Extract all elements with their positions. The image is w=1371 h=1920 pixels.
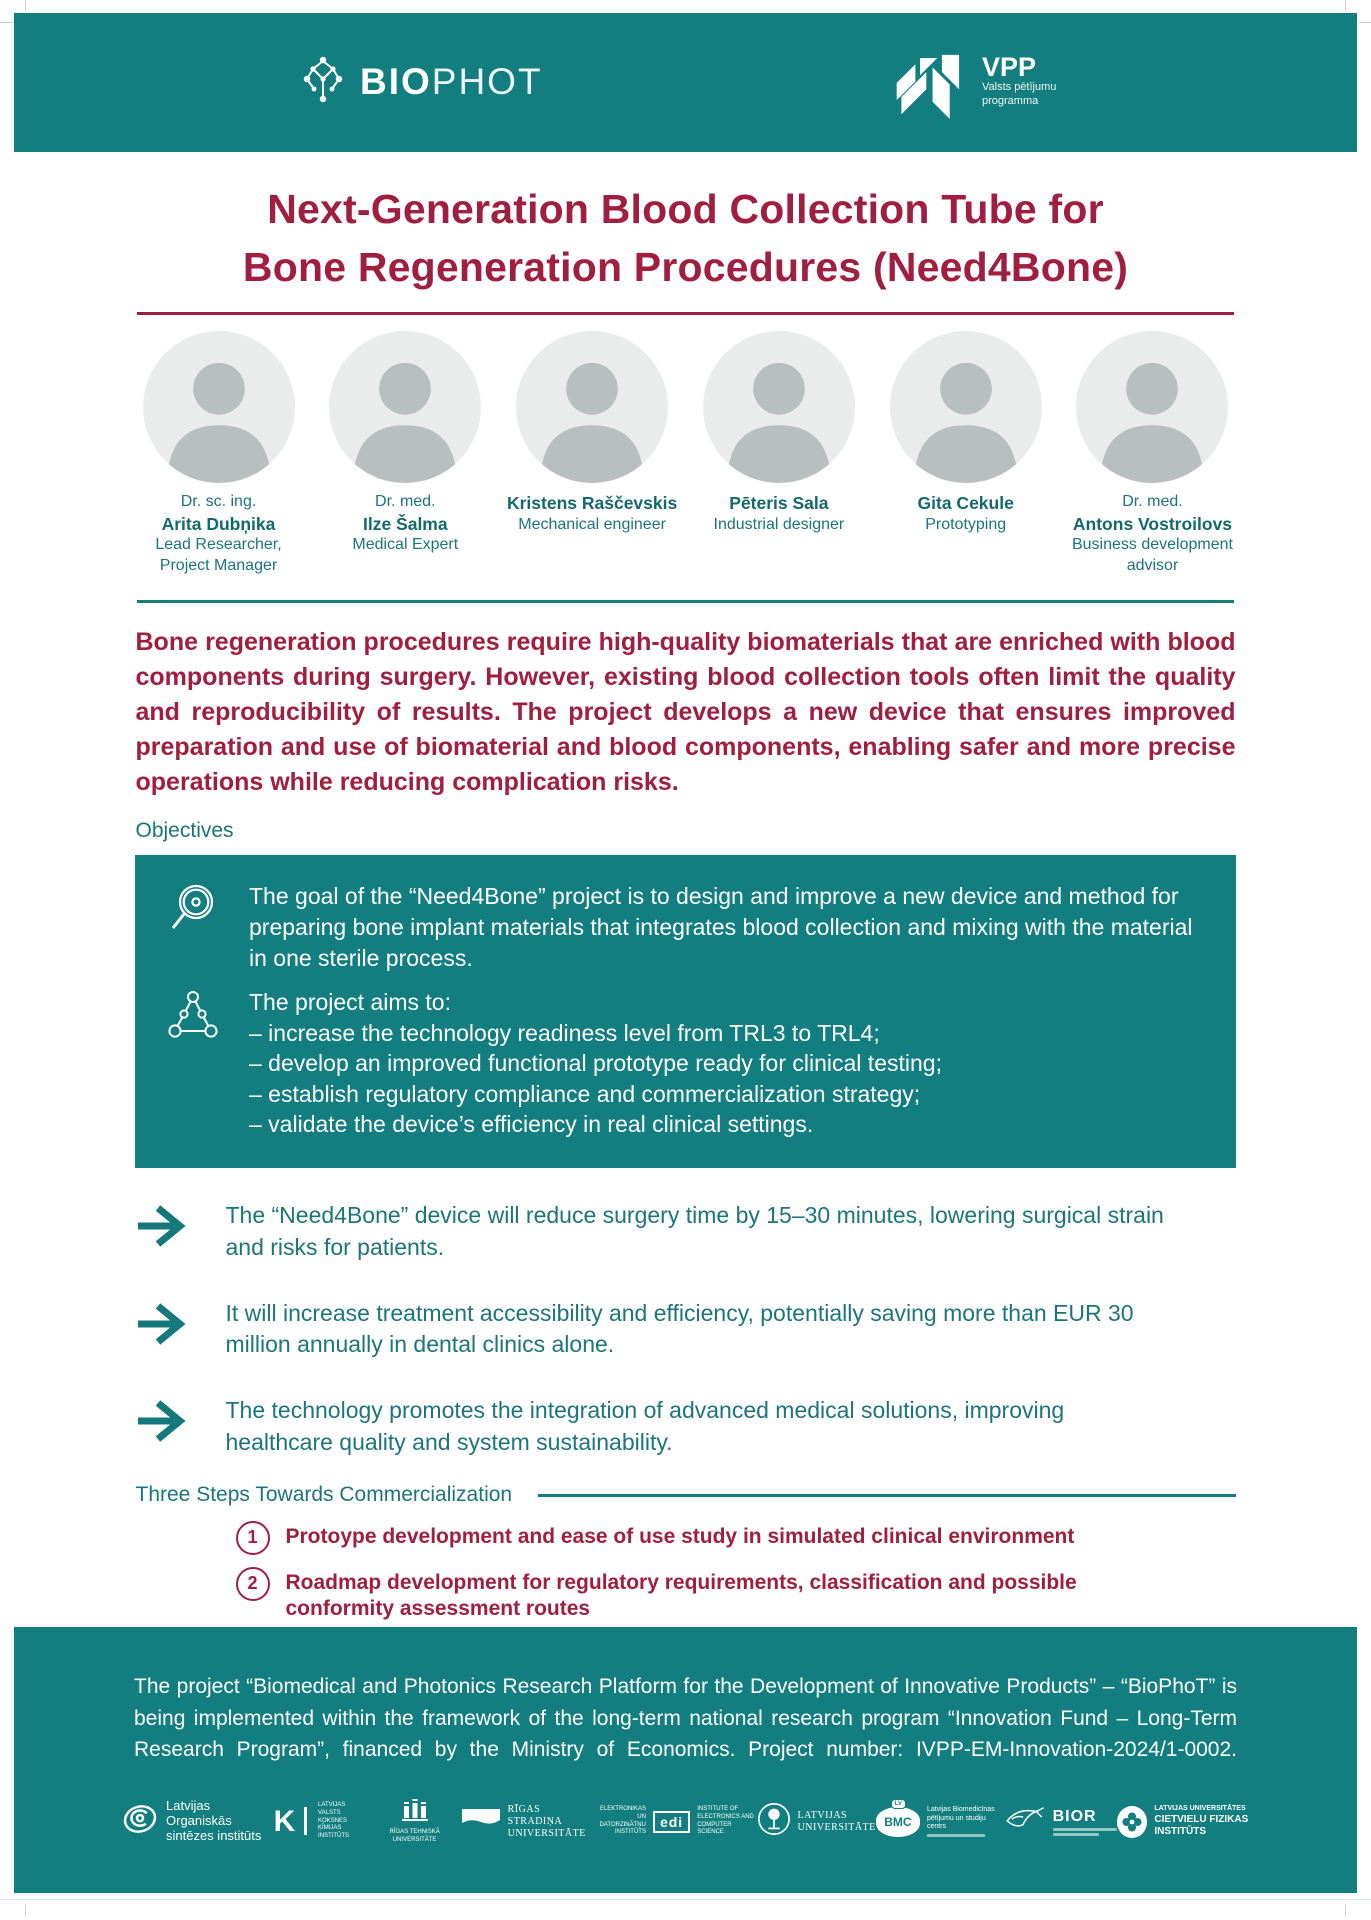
lu-label: LATVIJAS xyxy=(797,1809,848,1821)
bmc-oval-mark xyxy=(876,1800,920,1837)
steps-label: Three Steps Towards Commercialization xyxy=(135,1483,513,1507)
bmc-lv-tab: LV xyxy=(891,1799,906,1809)
rtu-label: UNIVERSITĀTE xyxy=(392,1837,437,1843)
crop-mark xyxy=(1359,22,1371,23)
team-member xyxy=(1064,331,1240,576)
avatar xyxy=(890,331,1042,483)
partner-logos-row xyxy=(121,1796,1297,1848)
bior-wordmark: BIOR xyxy=(1052,1807,1097,1825)
aim-item: – establish regulatory compliance and commercialization strategy; xyxy=(249,1080,921,1107)
step-item xyxy=(236,1566,1196,1623)
logo-bior xyxy=(1004,1804,1117,1839)
step-number-badge: 1 xyxy=(236,1521,270,1555)
kki-label: INSTITŪTS xyxy=(318,1833,350,1840)
cfi-label: LATVIJAS UNIVERSITĀTES xyxy=(1154,1805,1246,1813)
logo-edi xyxy=(593,1806,757,1837)
title-divider xyxy=(137,312,1234,315)
fine-print-line xyxy=(927,1834,985,1837)
member-name: Arita Dubņika xyxy=(161,513,276,534)
biophot-wordmark: BIOPHOT xyxy=(360,61,543,102)
logo-rsu xyxy=(461,1804,593,1840)
fine-print-line xyxy=(1053,1828,1117,1831)
team-divider xyxy=(137,600,1234,603)
benefit-item xyxy=(136,1395,1236,1458)
edi-label-lv: INSTITŪTS xyxy=(614,1829,646,1836)
steps-divider-line xyxy=(538,1494,1235,1497)
arrow-right-icon xyxy=(136,1302,186,1351)
biophot-logo xyxy=(300,53,543,110)
network-icon xyxy=(165,987,221,1140)
avatar xyxy=(143,331,295,483)
kki-label: KOKSNES ĶĪMIJAS xyxy=(318,1817,348,1832)
arrow-right-icon xyxy=(136,1204,186,1253)
crop-mark xyxy=(1345,1905,1346,1916)
logo-cfi xyxy=(1117,1805,1297,1838)
logo-lu xyxy=(757,1802,876,1841)
member-role: Industrial designer xyxy=(713,515,845,533)
steps-section-header xyxy=(136,1482,1236,1507)
fine-print-line xyxy=(1053,1833,1099,1836)
kki-label: LATVIJAS VALSTS xyxy=(318,1802,346,1816)
rtu-label: RĪGAS TEHNISKĀ xyxy=(389,1829,440,1836)
page-title xyxy=(0,180,1371,296)
member-name: Antons Vostroilovs xyxy=(1072,513,1233,534)
team-row xyxy=(131,331,1241,576)
member-role: Medical Expert xyxy=(352,536,459,554)
logo-rtu xyxy=(369,1798,461,1845)
crop-mark xyxy=(25,1905,26,1916)
benefits-list xyxy=(136,1200,1236,1458)
rsu-banner-icon xyxy=(461,1808,501,1835)
vpp-acronym: VPP xyxy=(982,52,1037,82)
edi-label-lv: ELEKTRONIKAS UN xyxy=(599,1805,646,1820)
benefit-text: The “Need4Bone” device will reduce surgery time by 15–30 minutes, lowering surgical strain and risks for patients. xyxy=(225,1202,1164,1260)
osi-label: Latvijas Organiskās xyxy=(166,1798,232,1829)
osi-swirl-icon xyxy=(121,1800,159,1843)
lu-tree-icon xyxy=(757,1802,791,1841)
logo-osi xyxy=(121,1799,274,1844)
crop-mark xyxy=(0,1899,1371,1900)
kki-monogram: K xyxy=(273,1804,296,1838)
arrow-right-icon xyxy=(136,1399,186,1448)
team-member xyxy=(691,331,867,576)
vpp-icon xyxy=(892,47,970,124)
vpp-subtitle-line2: programma xyxy=(982,94,1039,107)
objectives-label: Objectives xyxy=(135,819,234,843)
bmc-label: Latvijas Biomedicīnas xyxy=(926,1805,995,1813)
footer-band xyxy=(14,1627,1357,1893)
edi-label-en: COMPUTER SCIENCE xyxy=(697,1821,732,1836)
lu-label: UNIVERSITĀTE xyxy=(797,1821,876,1833)
member-prefix: Dr. med. xyxy=(375,493,436,511)
edi-label-en: INSTITUTE OF xyxy=(697,1805,739,1812)
member-role: Mechanical engineer xyxy=(518,515,666,533)
edi-label-en: ELECTRONICS AND xyxy=(697,1813,754,1820)
member-name: Ilze Šalma xyxy=(362,513,448,534)
logo-kki xyxy=(274,1802,369,1841)
benefit-item xyxy=(136,1200,1236,1263)
team-member xyxy=(131,331,307,576)
bior-fish-icon xyxy=(1004,1804,1046,1839)
edi-monogram: edi xyxy=(653,1811,690,1833)
logo-bmc xyxy=(876,1800,1004,1837)
title-line1: Next-Generation Blood Collection Tube for xyxy=(267,186,1104,232)
step-text: Roadmap development for regulatory requirements, classification and possible conformity assessment routes xyxy=(285,1570,1077,1620)
team-member xyxy=(878,331,1054,576)
title-line2: Bone Regeneration Procedures (Need4Bone) xyxy=(242,244,1129,291)
rsu-label: RĪGAS STRADIŅA xyxy=(507,1803,563,1827)
rsu-label: UNIVERSITĀTE xyxy=(507,1827,586,1839)
vpp-wordmark xyxy=(982,53,1056,108)
bmc-monogram: BMC xyxy=(884,1814,912,1829)
aim-item: – increase the technology readiness level from TRL3 to TRL4; xyxy=(249,1019,880,1046)
crop-mark xyxy=(25,0,26,11)
cfi-label: CIETVIELU FIZIKAS INSTITŪTS xyxy=(1154,1813,1249,1837)
objective-goal-text: The goal of the “Need4Bone” project is to design and improve a new device and method for preparing bone implant materials that integrates blood collection and mixing with the material in one sterile process. xyxy=(249,883,1193,971)
team-member xyxy=(504,331,680,576)
aims-heading: The project aims to: xyxy=(249,989,451,1016)
benefit-text: The technology promotes the integration of advanced medical solutions, improving healthcare quality and system sustainability. xyxy=(225,1396,1065,1455)
header-band xyxy=(14,13,1357,152)
step-item xyxy=(236,1520,1196,1555)
poster-body xyxy=(0,152,1371,1668)
objective-aims xyxy=(165,987,1196,1140)
benefit-item xyxy=(136,1298,1236,1361)
biophot-molecule-icon xyxy=(300,53,346,110)
avatar xyxy=(329,331,481,483)
aim-item: – develop an improved functional prototype ready for clinical testing; xyxy=(249,1050,942,1077)
team-member xyxy=(317,331,493,576)
member-role: Lead Researcher, Project Manager xyxy=(155,536,282,574)
member-prefix: Dr. sc. ing. xyxy=(180,493,257,511)
vpp-logo xyxy=(892,47,1056,124)
objectives-box xyxy=(135,855,1236,1168)
cfi-clover-icon xyxy=(1117,1806,1148,1838)
intro-paragraph: Bone regeneration procedures require high-quality biomaterials that are enriched with blood components during surgery. However, existing blood collection tools often limit the quality and reproducibility of results. The project develops a new device that ensures improved preparation and use of biomaterial and blood components, enabling safer and more precise operations while reducing complication risks. xyxy=(135,628,1236,797)
member-name: Pēteris Sala xyxy=(729,493,829,514)
member-prefix: Dr. med. xyxy=(1122,493,1183,511)
vpp-subtitle-line1: Valsts pētījumu xyxy=(982,81,1057,94)
edi-label-lv: DATORZINĀTŅU xyxy=(599,1821,646,1828)
member-role: Prototyping xyxy=(925,515,1007,533)
avatar xyxy=(516,331,668,483)
crop-mark xyxy=(0,22,12,23)
magnifier-icon xyxy=(165,881,221,973)
osi-label: sintēzes institūts xyxy=(166,1827,262,1843)
aim-item: – validate the device’s efficiency in real clinical settings. xyxy=(249,1111,814,1138)
member-name: Gita Cekule xyxy=(917,493,1014,514)
step-number-badge: 2 xyxy=(236,1567,270,1601)
avatar xyxy=(1076,331,1228,483)
bmc-label: pētījumu un studiju centrs xyxy=(926,1814,986,1831)
crop-mark xyxy=(1345,0,1346,11)
rtu-crest-icon xyxy=(402,1798,428,1827)
objective-goal xyxy=(165,881,1196,973)
member-role: Business development advisor xyxy=(1071,536,1233,574)
benefit-text: It will increase treatment accessibility and efficiency, potentially saving more than EUR 30 million annually in dental clinics alone. xyxy=(225,1299,1134,1358)
step-text: Protoype development and ease of use study in simulated clinical environment xyxy=(285,1524,1075,1548)
kki-bar xyxy=(304,1807,307,1835)
footer-paragraph: The project “Biomedical and Photonics Research Platform for the Development of Innovative Products” – “BioPhoT” is being implemented within the framework of the long-term national research program “Innovation Fund – Long-Term Research Program”, financed by the Ministry of Economics. Project number: IVPP-EM-Innovation-2024/1-0002. xyxy=(134,1675,1237,1761)
member-name: Kristens Raščevskis xyxy=(506,493,678,514)
avatar xyxy=(703,331,855,483)
